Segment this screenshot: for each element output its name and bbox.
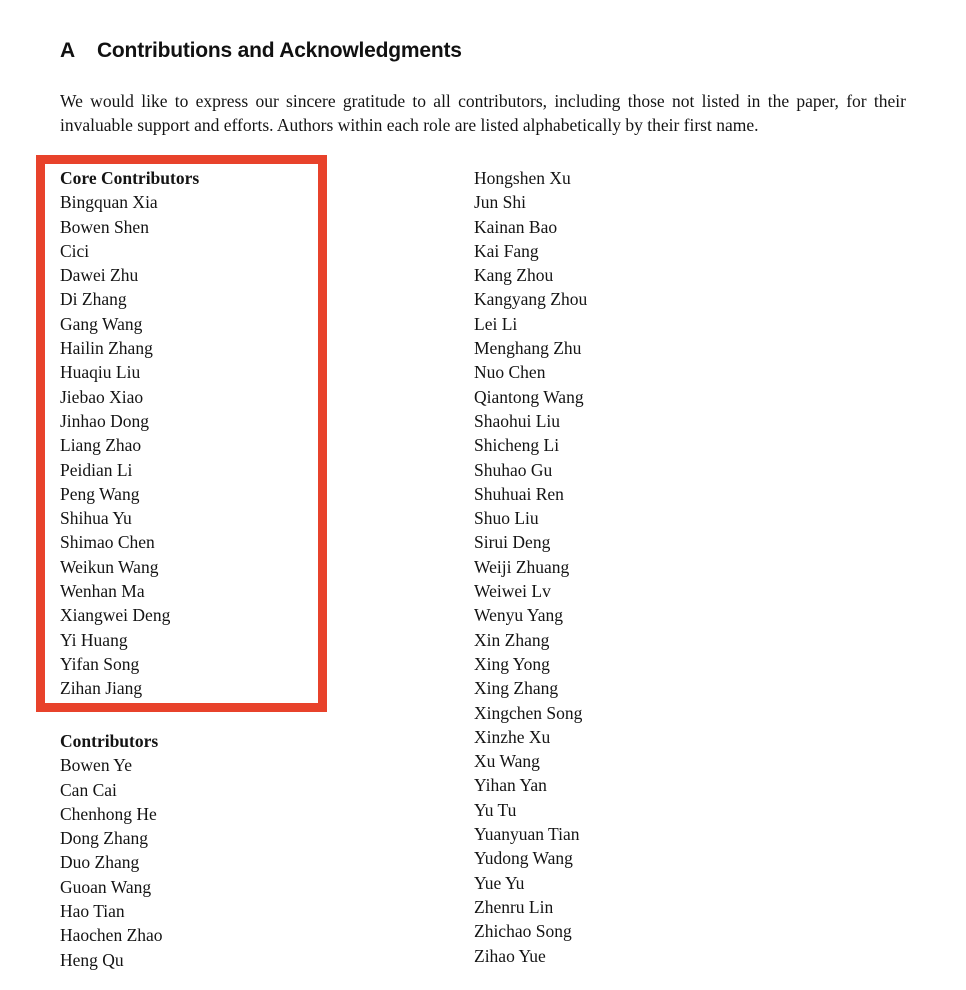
contributor-name: Weiji Zhuang: [474, 556, 570, 577]
contributor-name: Heng Qu: [60, 949, 124, 970]
contributors-continued-list: [474, 166, 587, 968]
contributor-name: Kai Fang: [474, 240, 539, 261]
contributor-name: Yifan Song: [60, 653, 140, 674]
contributor-name: Jiebao Xiao: [60, 386, 144, 407]
contributor-name: Haochen Zhao: [60, 925, 163, 946]
contributor-name: Shaohui Liu: [474, 410, 561, 431]
contributor-name: Xu Wang: [474, 751, 540, 772]
contributor-name: Shihua Yu: [60, 508, 132, 529]
contributor-name: Shicheng Li: [474, 435, 560, 456]
contributor-name: Wenyu Yang: [474, 605, 564, 626]
section-label: A: [60, 39, 75, 63]
contributor-name: Sirui Deng: [474, 532, 551, 553]
contributor-name: Shuhuai Ren: [474, 483, 564, 504]
contributor-name: Jinhao Dong: [60, 410, 149, 431]
contributor-name: Duo Zhang: [60, 852, 140, 873]
contributor-name: Dong Zhang: [60, 828, 148, 849]
contributor-name: Peidian Li: [60, 459, 133, 480]
contributor-name: Yuanyuan Tian: [474, 824, 580, 845]
contributor-name: Kang Zhou: [474, 265, 554, 286]
contributors-continued-section: [474, 166, 587, 968]
contributor-name: Bowen Ye: [60, 755, 132, 776]
contributors-heading: Contributors: [60, 731, 159, 751]
contributor-name: Can Cai: [60, 779, 117, 800]
contributor-name: Guoan Wang: [60, 876, 152, 897]
contributor-name: Liang Zhao: [60, 435, 142, 456]
contributor-name: Xin Zhang: [474, 629, 550, 650]
contributor-name: Zhenru Lin: [474, 896, 554, 917]
contributor-name: Shimao Chen: [60, 532, 155, 553]
contributor-name: Qiantong Wang: [474, 386, 584, 407]
contributor-name: Hongshen Xu: [474, 168, 571, 188]
contributor-name: Cici: [60, 240, 90, 261]
contributor-name: Di Zhang: [60, 289, 127, 310]
contributor-name: Hao Tian: [60, 901, 125, 922]
contributor-name: Yue Yu: [474, 872, 525, 893]
core-contributors-section: [60, 166, 199, 701]
contributor-name: Zhichao Song: [474, 921, 572, 942]
contributor-name: Weikun Wang: [60, 556, 159, 577]
contributors-list: [60, 753, 163, 972]
contributor-name: Lei Li: [474, 313, 518, 334]
contributor-name: Shuo Liu: [474, 508, 539, 529]
contributor-name: Hailin Zhang: [60, 338, 153, 359]
contributor-name: Kainan Bao: [474, 216, 558, 237]
core-contributors-list: [60, 190, 199, 700]
intro-paragraph: We would like to express our sincere gratitude to all contributors, including those not listed in the paper, for their invaluable support and efforts. Authors within each role are listed alphabetically by their first name.: [60, 90, 906, 136]
contributor-name: Peng Wang: [60, 483, 140, 504]
contributor-name: Weiwei Lv: [474, 581, 551, 602]
contributor-name: Xiangwei Deng: [60, 605, 171, 626]
contributor-name: Zihan Jiang: [60, 678, 143, 699]
core-contributors-heading: Core Contributors: [60, 168, 200, 188]
contributor-name: Shuhao Gu: [474, 459, 553, 480]
contributor-name: Yu Tu: [474, 799, 517, 820]
contributor-name: Bowen Shen: [60, 216, 149, 237]
contributor-name: Yudong Wang: [474, 848, 573, 869]
contributor-name: Xinzhe Xu: [474, 726, 551, 747]
contributor-name: Zihao Yue: [474, 945, 546, 966]
contributor-name: Huaqiu Liu: [60, 362, 141, 383]
contributor-name: Wenhan Ma: [60, 581, 145, 602]
contributor-name: Jun Shi: [474, 192, 527, 213]
contributor-name: Xing Yong: [474, 653, 550, 674]
contributor-name: Menghang Zhu: [474, 338, 582, 359]
contributor-name: Xingchen Song: [474, 702, 583, 723]
contributor-name: Chenhong He: [60, 803, 157, 824]
contributor-name: Nuo Chen: [474, 362, 546, 383]
contributor-name: Dawei Zhu: [60, 265, 139, 286]
section-heading: [60, 39, 462, 63]
contributor-name: Kangyang Zhou: [474, 289, 588, 310]
contributor-name: Gang Wang: [60, 313, 143, 334]
section-title: Contributions and Acknowledgments: [96, 39, 462, 63]
contributors-section: [60, 729, 163, 972]
contributor-name: Yi Huang: [60, 629, 128, 650]
contributor-name: Yihan Yan: [474, 775, 547, 796]
contributor-name: Bingquan Xia: [60, 192, 158, 213]
contributor-name: Xing Zhang: [474, 678, 559, 699]
